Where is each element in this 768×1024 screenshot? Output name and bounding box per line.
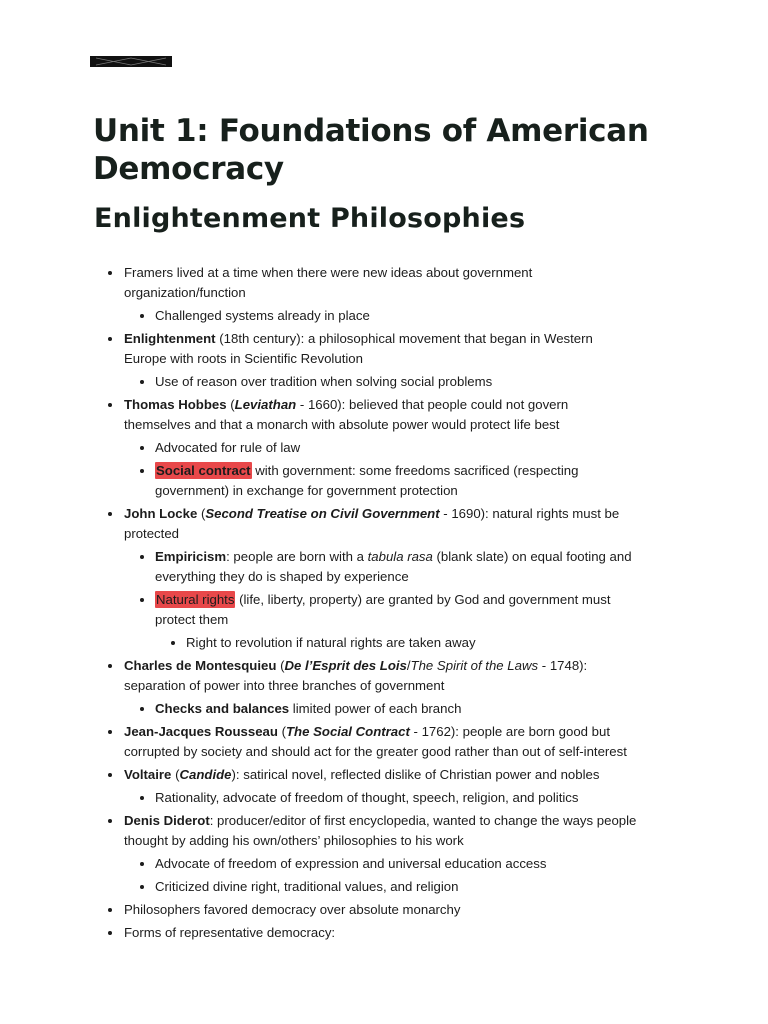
item-text: with government: some freedoms sacrificed (respecting government) in exchange for government protection [155,463,579,498]
list-item-diderot [107,811,637,897]
sub-item [124,438,637,458]
philosopher-name: Thomas Hobbes [124,397,227,412]
work-title: Leviathan [234,397,297,412]
item-text: Challenged systems already in place [155,308,370,323]
item-text: - 1690): natural rights must be protected [124,506,620,541]
philosopher-name: Jean-Jacques Rousseau [124,724,278,739]
sub-item [124,372,637,392]
sub-item [124,788,637,808]
paren: ( [171,767,180,782]
work-title: De l’Esprit des Lois [284,658,407,673]
item-text: (blank slate) on equal footing and everything they do is shaped by experience [155,549,632,584]
list-item-locke [107,504,637,653]
item-text: - 1762): people are born good but corrupted by society and should act for the greater good rather than out of self-interest [124,724,627,759]
philosopher-name: Voltaire [124,767,172,782]
philosopher-name: Denis Diderot [124,813,210,828]
work-title: Second Treatise on Civil Government [205,506,440,521]
item-text: Advocate of freedom of expression and universal education access [155,856,547,871]
sub-item [124,547,637,587]
work-title-translation: The Spirit of the Laws [410,658,539,673]
list-item-forms [107,923,637,943]
highlighted-term: Social contract [156,463,251,478]
item-text: Philosophers favored democracy over absolute monarchy [124,902,461,917]
sub-item [124,877,637,897]
item-text: : people are born with a [226,549,368,564]
sub-item [124,854,637,874]
paren: ( [226,397,235,412]
item-text: Advocated for rule of law [155,440,301,455]
highlighted-term: Natural rights [156,592,235,607]
list-item-enlightenment [107,329,637,392]
item-text: Criticized divine right, traditional values, and religion [155,879,459,894]
item-text: ): satirical novel, reflected dislike of Christian power and nobles [231,767,600,782]
slash: / [406,658,411,673]
work-title: Candide [179,767,232,782]
paren: ( [276,658,285,673]
paren: ( [277,724,286,739]
item-text: - 1748): separation of power into three branches of government [124,658,588,693]
item-text: : producer/editor of first encyclopedia, wanted to change the ways people thought by adding his own/others’ philosophies to his work [124,813,637,848]
item-text: (18th century): a philosophical movement that began in Western Europe with roots in Scientific Revolution [124,331,593,366]
sub-item [124,699,637,719]
sub-item [124,590,637,653]
list-item-voltaire [107,765,637,808]
logo-icon [90,56,172,67]
item-text: Framers lived at a time when there were new ideas about government organization/function [124,265,533,300]
sub-item [124,461,637,501]
term: Enlightenment [124,331,216,346]
term: Checks and balances [155,701,290,716]
item-text: Right to revolution if natural rights are taken away [186,635,476,650]
notes-content [107,263,637,946]
item-text: Forms of representative democracy: [124,925,336,940]
item-text: limited power of each branch [289,701,462,716]
list-item-montesquieu [107,656,637,719]
item-text: Rationality, advocate of freedom of thought, speech, religion, and politics [155,790,579,805]
paren: ( [197,506,206,521]
work-title: The Social Contract [286,724,410,739]
italic-term: tabula rasa [367,549,433,564]
item-text: Use of reason over tradition when solving social problems [155,374,493,389]
list-item-framers [107,263,637,326]
philosopher-name: John Locke [124,506,198,521]
list-item-rousseau [107,722,637,762]
page-title: Unit 1: Foundations of American Democracy [93,113,649,187]
item-text: (life, liberty, property) are granted by God and government must protect them [155,592,611,627]
list-item-philosophers [107,900,637,920]
section-heading: Enlightenment Philosophies [94,203,526,234]
bullet-list [107,263,637,943]
philosopher-name: Charles de Montesquieu [124,658,277,673]
sub-item [124,306,637,326]
list-item-hobbes [107,395,637,501]
term: Empiricism [155,549,227,564]
item-text: - 1660): believed that people could not govern themselves and that a monarch with absolute power would protect life best [124,397,569,432]
sub-sub-item [155,633,637,653]
